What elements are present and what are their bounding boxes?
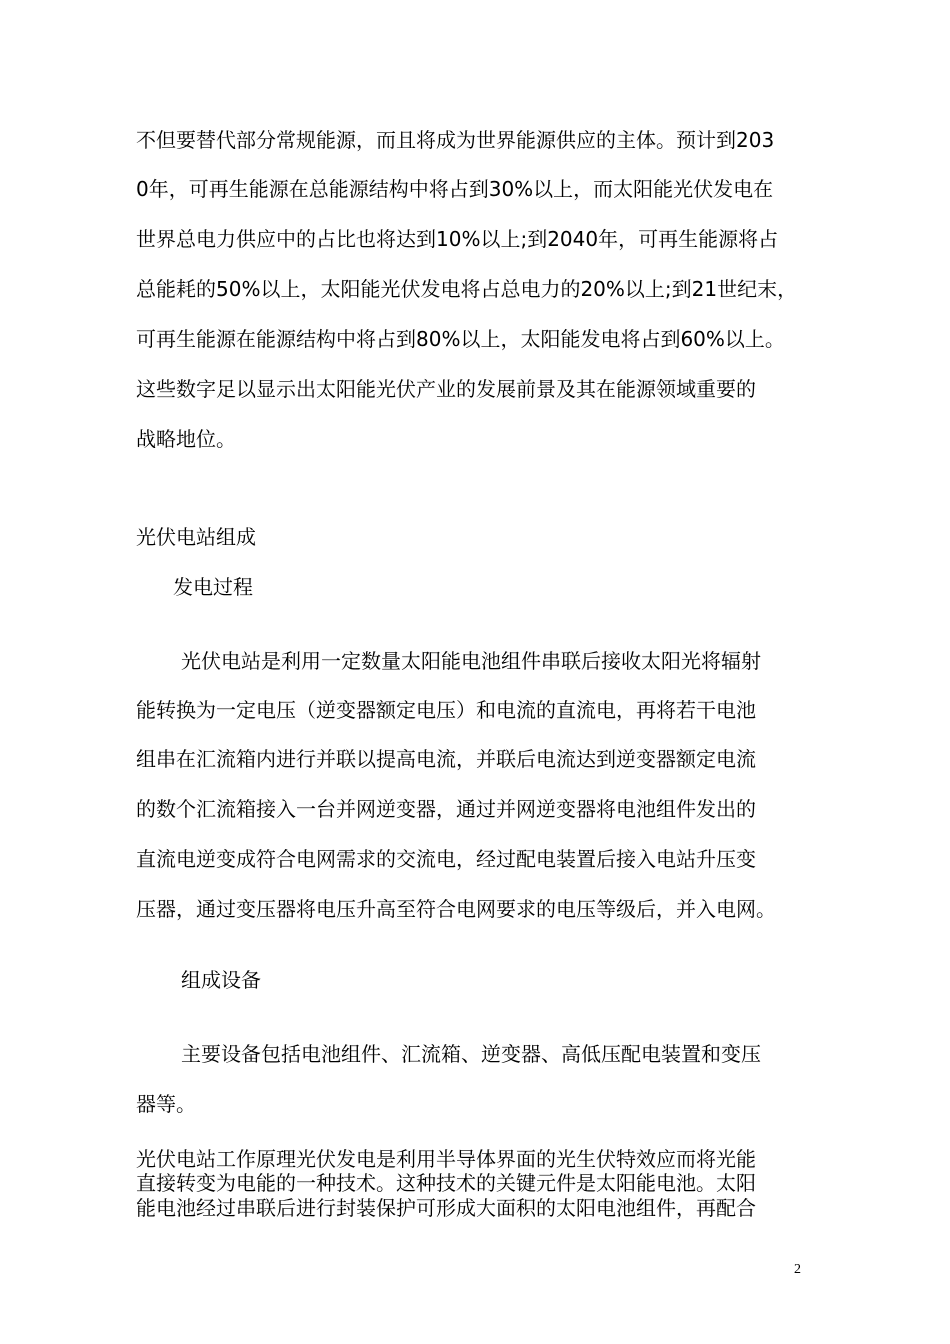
principle-line-3: 能电池经过串联后进行封装保护可形成大面积的太阳电池组件，再配合 — [136, 1196, 756, 1220]
section-heading: 光伏电站组成 — [136, 525, 256, 549]
intro-line-5: 可再生能源在能源结构中将占到80%以上，太阳能发电将占到60%以上。 — [136, 327, 785, 351]
process-line-4: 的数个汇流箱接入一台并网逆变器，通过并网逆变器将电池组件发出的 — [136, 797, 756, 821]
intro-line-1: 不但要替代部分常规能源，而且将成为世界能源供应的主体。预计到203 — [136, 128, 775, 152]
process-line-2: 能转换为一定电压（逆变器额定电压）和电流的直流电，再将若干电池 — [136, 698, 756, 722]
process-line-5: 直流电逆变成符合电网需求的交流电，经过配电装置后接入电站升压变 — [136, 847, 756, 871]
intro-line-3: 世界总电力供应中的占比也将达到10%以上;到2040年，可再生能源将占 — [136, 227, 779, 251]
intro-line-2: 0年，可再生能源在总能源结构中将占到30%以上，而太阳能光伏发电在 — [136, 177, 774, 201]
intro-line-4: 总能耗的50%以上，太阳能光伏发电将占总电力的20%以上;到21世纪末， — [136, 277, 798, 301]
subheading-process: 发电过程 — [173, 575, 253, 599]
process-line-3: 组串在汇流箱内进行并联以提高电流，并联后电流达到逆变器额定电流 — [136, 747, 756, 771]
process-line-6: 压器，通过变压器将电压升高至符合电网要求的电压等级后，并入电网。 — [136, 897, 776, 921]
intro-line-6: 这些数字足以显示出太阳能光伏产业的发展前景及其在能源领域重要的 — [136, 377, 756, 401]
equipment-line-2: 器等。 — [136, 1092, 196, 1116]
process-line-1: 光伏电站是利用一定数量太阳能电池组件串联后接收太阳光将辐射 — [181, 649, 761, 673]
subheading-equipment: 组成设备 — [181, 968, 261, 992]
principle-line-1: 光伏电站工作原理光伏发电是利用半导体界面的光生伏特效应而将光能 — [136, 1147, 756, 1171]
intro-line-7: 战略地位。 — [136, 427, 236, 451]
equipment-line-1: 主要设备包括电池组件、汇流箱、逆变器、高低压配电装置和变压 — [181, 1042, 761, 1066]
page-number: 2 — [794, 1262, 801, 1277]
principle-line-2: 直接转变为电能的一种技术。这种技术的关键元件是太阳能电池。太阳 — [136, 1171, 756, 1195]
